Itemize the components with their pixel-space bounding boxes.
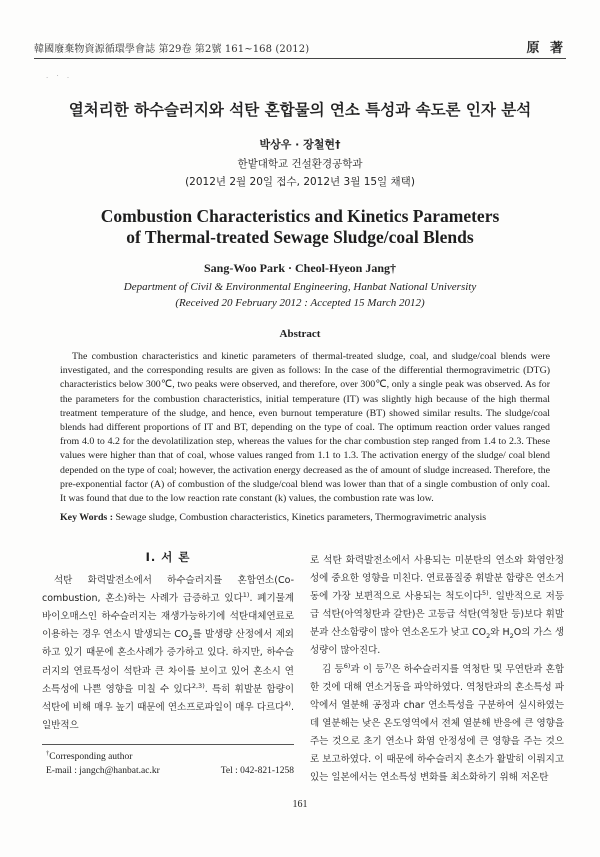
body-left-column bbox=[42, 548, 294, 735]
footnote-corresponding: †Corresponding author bbox=[46, 749, 133, 762]
english-authors: Sang-Woo Park · Cheol-Hyeon Jang† bbox=[203, 261, 397, 275]
citation: 6) bbox=[343, 661, 351, 670]
scan-specks: . · . bbox=[46, 72, 73, 80]
footnote-contact bbox=[46, 766, 294, 776]
english-title-line-2: of Thermal-treated Sewage Sludge/coal Blends bbox=[126, 227, 474, 247]
intro-paragraph-1: 석탄 화력발전소에서 하수슬러지를 혼합연소(Co-combustion, 혼소)하는 사례가 급증하고 있다$^{1)}$. 폐기물계 바이오매스인 하수슬러지는 재생가능하기에 석탄대체연료로 이용하는 경우 연소시 발생되는 $CO_2$를 발생량 산정에서 제외하고 있기 때문에 혼소사례가 증가하고 있다. 하지만, 하수슬러지의 연료특성이 석탄과 큰 차이를 보이고 있어 혼소시 연소특성에 나쁜 영향을 미칠 수 있다$^{2,3)}$. 특히 휘발분 함량이 석탄에 비해 매우 높기 때문에 연소프로파일이 매우 다르다$^{4)}$. 일반적으 bbox=[42, 575, 294, 731]
korean-affiliation: 한밭대학교 건설환경공학과 bbox=[237, 158, 363, 170]
dagger-mark: † bbox=[46, 749, 50, 757]
english-received-dates: (Received 20 February 2012 : Accepted 15 March 2012) bbox=[175, 297, 425, 309]
korean-authors: 박상우 · 장철현† bbox=[259, 138, 341, 151]
running-header: 韓國廢棄物資源循環學會誌 第29卷 第2號 161~168 (2012) bbox=[34, 44, 310, 55]
corresponding-email: E-mail : jangch@hanbat.ac.kr bbox=[46, 766, 160, 776]
corresponding-phone: Tel : 042-821-1258 bbox=[220, 766, 294, 776]
citation: 1) bbox=[242, 591, 250, 600]
abstract-heading: Abstract bbox=[279, 328, 321, 340]
citation: 5) bbox=[482, 589, 489, 598]
intro-paragraph-2: 김 등$^{6)}$과 이 등$^{7)}$은 하수슬러지를 역청탄 및 무연탄과 혼합한 것에 대해 연소거동을 파악하였다. 역청탄과의 혼소특성 파악에서 열분해 공정과 char 연소특성을 구분하여 실시하였는데 열분해는 낮은 온도영역에서 전체 열분해 반응에 큰 영향을 주는 것으로 초기 연소나 화염 안정성에 큰 영향을 주는 것으로 보고하였다. 이 때문에 하수슬러지 혼소가 활발히 이뤄지고 있는 일본에서는 연소특성 변화를 최소화하기 위해 저온탄 bbox=[310, 661, 565, 784]
english-title bbox=[0, 206, 600, 248]
keywords bbox=[60, 512, 560, 523]
korean-title: 열처리한 하수슬러지와 석탄 혼합물의 연소 특성과 속도론 인자 분석 bbox=[68, 101, 532, 119]
keywords-label: Key Words : bbox=[60, 512, 114, 523]
article-type-badge: 原 著 bbox=[526, 41, 566, 56]
citation: 7) bbox=[384, 661, 392, 670]
keywords-text: Sewage sludge, Combustion characteristics, Kinetics parameters, Thermogravimetric analysis bbox=[113, 512, 487, 523]
citation: 2,3) bbox=[191, 681, 205, 690]
section-heading-introduction: I. 서 론 bbox=[145, 550, 191, 564]
abstract-body: The combustion characteristics and kinetic parameters of thermal-treated sludge, coal, and sludge/coal blends were investigated, and the corresponding results are given as follows: In the case of the differential thermogravimetric (DTG) characteristics below 300℃, two peaks were observed, and therefore, over 300℃, only a single peak was observed. As for the parameters for the combustion characteristics, initial temperature (IT) was slightly high because of the high thermal treatment temperature of the sludge, and hence, even burnout temperature (BT) showed similar results. The sludge/coal blends had different proportions of IT and BT, depending on the type of coal. The optimum reaction order values ranged from 4.0 to 4.2 for the devolatilization step, whereas the values for the char combustion step ranged from 1.4 to 2.3. These values were higher than that of coal, whose values ranged from 1.1 to 1.3. The activation energy of the sludge/ coal blend depended on the type of coal; however, the activation energy decreased as the of amount of sludge increased. Therefore, the pre-exponential factor (A) of combustion of the sludge/coal blend was lower than that of a single combustion of only coal. It was found that due to the low reaction rate constant (k) values, the combustion rate was low. bbox=[60, 351, 550, 505]
page-number: 161 bbox=[292, 799, 308, 810]
korean-received-dates: (2012년 2월 20일 접수, 2012년 3월 15일 채택) bbox=[185, 176, 415, 188]
intro-paragraph-1-continued: 로 석탄 화력발전소에서 사용되는 미분탄의 연소와 화염안정성에 중요한 영향을 미친다. 연료품질중 휘발분 함량은 연소거동에 가장 보편적으로 사용되는 척도이다$^{5)}$. 일반적으로 저등급 석탄(아역청탄과 갈탄)은 고등급 석탄(역청탄 등)보다 휘발분과 산소함량이 많아 연소온도가 낮고 $CO_2$와 $H_2O$의 가스 생성량이 많아진다. bbox=[310, 555, 564, 657]
english-affiliation: Department of Civil & Environmental Engineering, Hanbat National University bbox=[123, 281, 477, 293]
citation: 4) bbox=[284, 699, 291, 708]
body-right-column bbox=[310, 552, 564, 787]
footnote-rule bbox=[42, 744, 294, 745]
header-rule bbox=[34, 58, 566, 59]
english-title-line-1: Combustion Characteristics and Kinetics Parameters bbox=[100, 206, 500, 226]
